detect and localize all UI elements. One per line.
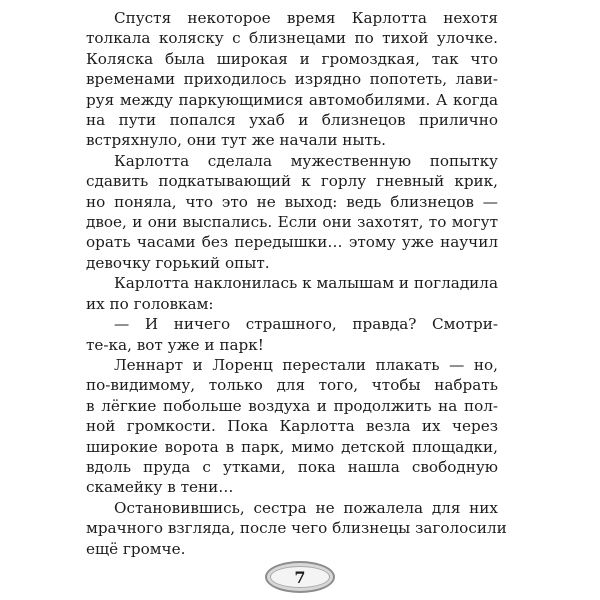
text-line: их по головкам: [86, 294, 214, 313]
text-line: мрачного взгляда, после чего близнецы заголосили [86, 519, 507, 538]
text-line: но поняла, что это не выход: ведь близнецов — [86, 192, 498, 211]
text-line: встряхнуло, они тут же начали ныть. [86, 131, 386, 150]
text-line: на пути попался ухаб и близнецов прилично [86, 111, 498, 130]
text-line: двое, и они выспались. Если они захотят, то могут [86, 213, 498, 232]
paragraph [86, 498, 507, 559]
paragraph [86, 8, 498, 151]
text-line: в лёгкие побольше воздуха и продолжить на пол- [86, 396, 498, 415]
text-line: ной громкости. Пока Карлотта везла их через [86, 417, 498, 436]
text-line: толкала коляску с близнецами по тихой улочке. [86, 29, 498, 48]
paragraph [86, 355, 498, 498]
text-line: временами приходилось изрядно попотеть, лави- [86, 70, 498, 89]
text-line: сдавить подкатывающий к горлу гневный крик, [86, 172, 498, 191]
text-line: вдоль пруда с утками, пока нашла свободную [86, 457, 498, 476]
text-line: те-ка, вот уже и парк! [86, 335, 264, 354]
text-line: Спустя некоторое время Карлотта нехотя [114, 9, 498, 27]
text-line: орать часами без передышки… этому уже научил [86, 233, 498, 252]
text-line: скамейку в тени… [86, 478, 234, 497]
text-line: Остановившись, сестра не пожалела для них [114, 498, 498, 517]
paragraph [86, 314, 498, 355]
text-line: ещё громче. [86, 539, 186, 558]
text-line: — И ничего страшного, правда? Смотри- [114, 315, 498, 334]
text-line: девочку горький опыт. [86, 253, 270, 272]
body-text [86, 8, 507, 559]
page-number: 7 [265, 561, 335, 593]
text-line: Карлотта сделала мужественную попытку [114, 151, 498, 170]
text-line: руя между паркующимися автомобилями. А когда [86, 90, 498, 109]
text-line: Карлотта наклонилась к малышам и погладила [114, 274, 498, 293]
paragraph [86, 151, 498, 273]
text-line: Леннарт и Лоренц перестали плакать — но, [114, 355, 498, 374]
paragraph [86, 273, 498, 314]
text-line: широкие ворота в парк, мимо детской площадки, [86, 437, 498, 456]
text-line: по-видимому, только для того, чтобы набрать [86, 376, 498, 395]
text-line: Коляска была широкая и громоздкая, так что [86, 49, 498, 68]
